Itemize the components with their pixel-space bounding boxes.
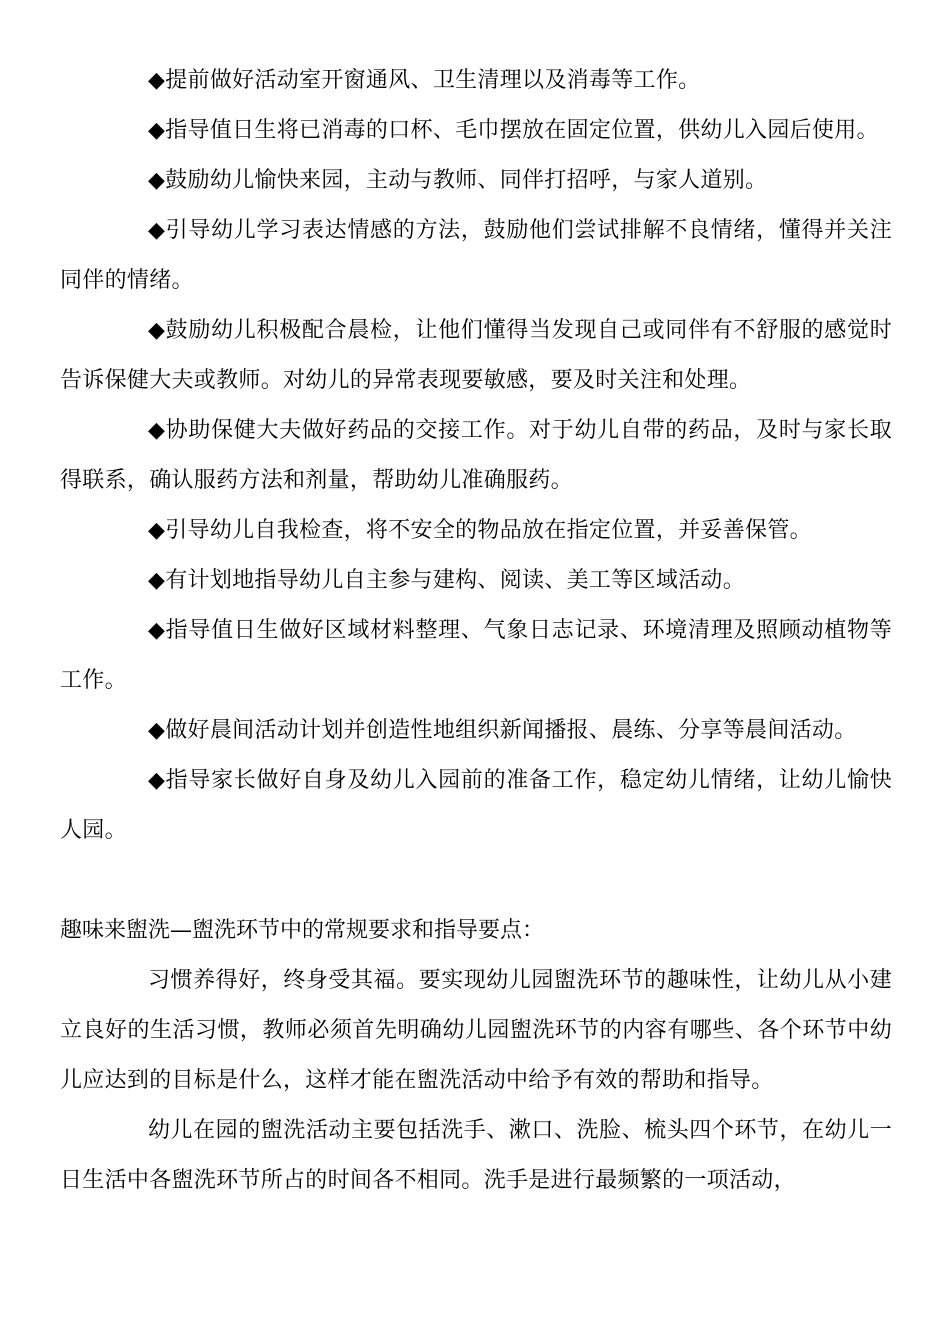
diamond-bullet-icon: ◆ bbox=[148, 618, 166, 643]
document-page bbox=[60, 56, 892, 1206]
bullet-item bbox=[60, 606, 892, 706]
bullet-text: 指导值日生做好区域材料整理、气象日志记录、环境清理及照顾动植物等工作。 bbox=[60, 618, 892, 693]
bullet-text: 有计划地指导幼儿自主参与建构、阅读、美工等区域活动。 bbox=[165, 568, 746, 593]
diamond-bullet-icon: ◆ bbox=[148, 718, 166, 743]
diamond-bullet-icon: ◆ bbox=[148, 318, 166, 343]
diamond-bullet-icon: ◆ bbox=[148, 568, 166, 593]
diamond-bullet-icon: ◆ bbox=[148, 518, 166, 543]
bullet-item bbox=[60, 556, 892, 606]
diamond-bullet-icon: ◆ bbox=[148, 218, 166, 243]
bullet-text: 鼓励幼儿愉快来园，主动与教师、同伴打招呼，与家人道别。 bbox=[165, 168, 768, 193]
bullet-item bbox=[60, 56, 892, 106]
diamond-bullet-icon: ◆ bbox=[148, 118, 166, 143]
bullet-text: 协助保健大夫做好药品的交接工作。对于幼儿自带的药品，及时与家长取得联系，确认服药方法和剂量，帮助幼儿准确服药。 bbox=[60, 418, 892, 493]
bullet-item bbox=[60, 156, 892, 206]
bullet-text: 提前做好活动室开窗通风、卫生清理以及消毒等工作。 bbox=[165, 68, 701, 93]
bullet-item bbox=[60, 506, 892, 556]
diamond-bullet-icon: ◆ bbox=[148, 168, 166, 193]
diamond-bullet-icon: ◆ bbox=[148, 68, 166, 93]
bullet-item bbox=[60, 306, 892, 406]
bullet-item bbox=[60, 206, 892, 306]
bullet-item bbox=[60, 406, 892, 506]
diamond-bullet-icon: ◆ bbox=[148, 768, 166, 793]
bullet-text: 做好晨间活动计划并创造性地组织新闻播报、晨练、分享等晨间活动。 bbox=[165, 718, 857, 743]
bullet-item bbox=[60, 106, 892, 156]
bullet-text: 引导幼儿学习表达情感的方法，鼓励他们尝试排解不良情绪，懂得并关注同伴的情绪。 bbox=[60, 218, 892, 293]
bullet-item bbox=[60, 706, 892, 756]
diamond-bullet-icon: ◆ bbox=[148, 418, 166, 443]
bullet-text: 引导幼儿自我检查，将不安全的物品放在指定位置，并妥善保管。 bbox=[165, 518, 812, 543]
bullet-text: 指导家长做好自身及幼儿入园前的准备工作，稳定幼儿情绪，让幼儿愉快人园。 bbox=[60, 768, 892, 843]
bullet-text: 指导值日生将已消毒的口杯、毛巾摆放在固定位置，供幼儿入园后使用。 bbox=[165, 118, 879, 143]
bullet-text: 鼓励幼儿积极配合晨检，让他们懂得当发现自己或同伴有不舒服的感觉时告诉保健大夫或教师。对幼儿的异常表现要敏感，要及时关注和处理。 bbox=[60, 318, 892, 393]
section-heading: 趣味来盥洗—盥洗环节中的常规要求和指导要点： bbox=[60, 918, 545, 943]
body-paragraph-2: 幼儿在园的盥洗活动主要包括洗手、漱口、洗脸、梳头四个环节，在幼儿一日生活中各盥洗环节所占的时间各不相同。洗手是进行最频繁的一项活动， bbox=[60, 1118, 892, 1193]
bullet-item bbox=[60, 756, 892, 856]
body-paragraph-1: 习惯养得好，终身受其福。要实现幼儿园盥洗环节的趣味性，让幼儿从小建立良好的生活习惯，教师必须首先明确幼儿园盥洗环节的内容有哪些、各个环节中幼儿应达到的目标是什么，这样才能在盥洗活动中给予有效的帮助和指导。 bbox=[60, 968, 892, 1093]
bullet-list bbox=[60, 56, 892, 856]
